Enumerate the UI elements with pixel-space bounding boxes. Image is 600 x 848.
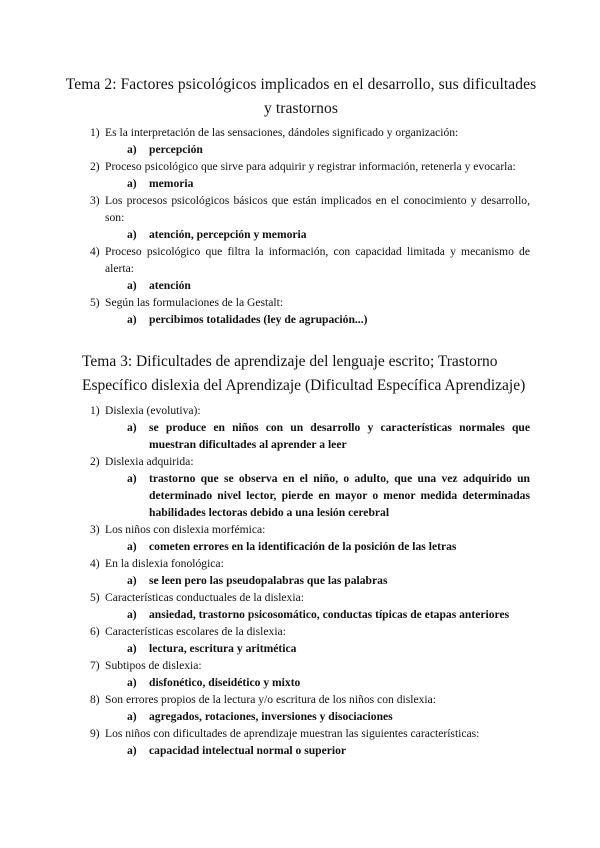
question-number: 1) — [90, 404, 100, 417]
question-number: 6) — [90, 625, 100, 638]
answer — [127, 572, 530, 589]
question-text: Dislexia adquirida: — [105, 455, 194, 468]
question-item — [82, 691, 530, 725]
answer-letter: a) — [127, 642, 137, 655]
question-item — [82, 192, 530, 243]
question-item — [82, 453, 530, 521]
answer-letter: a) — [127, 472, 137, 485]
question-text: En la dislexia fonológica: — [105, 557, 224, 570]
question-item — [82, 555, 530, 589]
answer-letter: a) — [127, 228, 137, 241]
question-number: 7) — [90, 659, 100, 672]
answer — [127, 311, 530, 328]
question-item — [82, 124, 530, 158]
answer — [127, 742, 530, 759]
question-text: Los niños con dislexia morfémica: — [105, 523, 266, 536]
question-item — [82, 158, 530, 192]
answer-text: cometen errores en la identificación de la posición de las letras — [149, 540, 457, 553]
question-number: 4) — [90, 245, 100, 258]
question-text: Según las formulaciones de la Gestalt: — [105, 296, 284, 309]
answer-letter: a) — [127, 540, 137, 553]
answer-letter: a) — [127, 177, 137, 190]
answer-letter: a) — [127, 143, 137, 156]
answer-text: ansiedad, trastorno psicosomático, conductas típicas de etapas anteriores — [149, 608, 510, 621]
question-text: Características conductuales de la dislexia: — [105, 591, 304, 604]
question-text: Los niños con dificultades de aprendizaje muestran las siguientes características: — [105, 727, 480, 740]
tema3-question-list — [82, 402, 530, 759]
question-number: 1) — [90, 126, 100, 139]
answer — [127, 708, 530, 725]
answer — [127, 470, 530, 521]
answer-text: capacidad intelectual normal o superior — [149, 744, 347, 757]
question-number: 3) — [90, 523, 100, 536]
answer-text: percepción — [149, 143, 203, 156]
question-item — [82, 657, 530, 691]
question-text: Proceso psicológico que sirve para adquirir y registrar información, retenerla y evocarla: — [105, 160, 516, 173]
question-item — [82, 402, 530, 453]
question-number: 2) — [90, 160, 100, 173]
answer-text: atención, percepción y memoria — [149, 228, 307, 241]
question-number: 3) — [90, 194, 100, 207]
answer — [127, 175, 530, 192]
answer — [127, 419, 530, 453]
answer-text: atención — [149, 279, 191, 292]
answer — [127, 538, 530, 555]
question-item — [82, 623, 530, 657]
answer — [127, 606, 530, 623]
question-item — [82, 521, 530, 555]
answer-text: se leen pero las pseudopalabras que las palabras — [149, 574, 388, 587]
question-item — [82, 589, 530, 623]
answer-letter: a) — [127, 421, 137, 434]
answer-letter: a) — [127, 279, 137, 292]
answer — [127, 226, 530, 243]
question-item — [82, 294, 530, 328]
question-text: Dislexia (evolutiva): — [105, 404, 201, 417]
question-number: 2) — [90, 455, 100, 468]
answer — [127, 674, 530, 691]
answer — [127, 141, 530, 158]
answer-text: memoria — [149, 177, 194, 190]
question-number: 5) — [90, 591, 100, 604]
tema2-question-list — [82, 124, 530, 328]
answer — [127, 640, 530, 657]
answer-letter: a) — [127, 313, 137, 326]
answer-text: trastorno que se observa en el niño, o adulto, que una vez adquirido un determinado nivel lector, pierde en mayor o menor medida determinadas habilidades lectoras debido a una lesión cerebral — [149, 472, 530, 519]
answer-letter: a) — [127, 574, 137, 587]
question-number: 4) — [90, 557, 100, 570]
tema3-title: Tema 3: Dificultades de aprendizaje del lenguaje escrito; Trastorno Específico dislexia del Aprendizaje (Dificultad Específica Aprendizaje) — [82, 353, 526, 394]
question-item — [82, 243, 530, 294]
answer-text: agregados, rotaciones, inversiones y disociaciones — [149, 710, 393, 723]
question-text: Subtipos de dislexia: — [105, 659, 202, 672]
answer-text: se produce en niños con un desarrollo y características normales que muestran dificultades al aprender a leer — [149, 421, 530, 451]
question-text: Es la interpretación de las sensaciones, dándoles significado y organización: — [105, 126, 459, 139]
answer-text: lectura, escritura y aritmética — [149, 642, 297, 655]
question-number: 8) — [90, 693, 100, 706]
question-text: Proceso psicológico que filtra la información, con capacidad limitada y mecanismo de alerta: — [105, 245, 530, 275]
answer-letter: a) — [127, 710, 137, 723]
answer-text: percibimos totalidades (ley de agrupación...) — [149, 313, 368, 326]
question-item — [82, 725, 530, 759]
answer-letter: a) — [127, 676, 137, 689]
question-number: 5) — [90, 296, 100, 309]
question-text: Características escolares de la dislexia: — [105, 625, 286, 638]
answer-letter: a) — [127, 608, 137, 621]
question-text: Son errores propios de la lectura y/o escritura de los niños con dislexia: — [105, 693, 436, 706]
tema2-title: Tema 2: Factores psicológicos implicados en el desarrollo, sus dificultades y trastornos — [65, 76, 537, 117]
question-number: 9) — [90, 727, 100, 740]
answer-letter: a) — [127, 744, 137, 757]
question-text: Los procesos psicológicos básicos que están implicados en el conocimiento y desarrollo, son: — [105, 194, 530, 224]
answer-text: disfonético, diseidético y mixto — [149, 676, 301, 689]
answer — [127, 277, 530, 294]
